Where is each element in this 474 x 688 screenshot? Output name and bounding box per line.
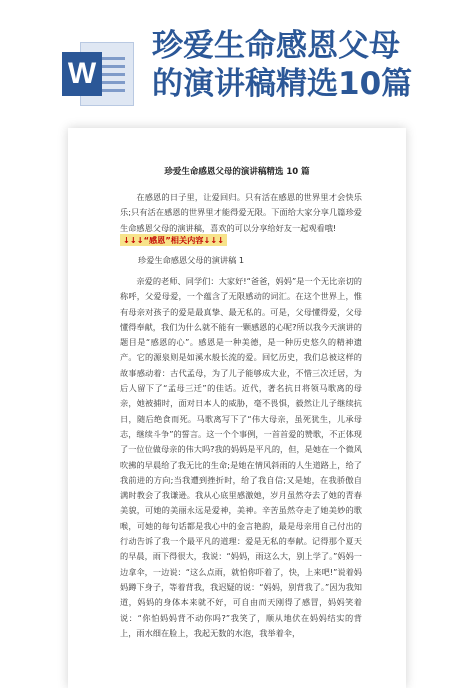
header: [0, 0, 474, 120]
page-title-line-1: 珍爱生命感恩父母: [152, 28, 400, 64]
page-title-line-2: 的演讲稿精选10篇: [152, 66, 413, 102]
related-content-tag: ↓↓↓“感恩”相关内容↓↓↓: [120, 234, 227, 246]
intro-paragraph: 在感恩的日子里，让爱回归。只有活在感恩的世界里才会快乐乐;只有活在感恩的世界里才能得爱无限。下面给大家分享几篇珍爱生命感恩父母的演讲稿，喜欢的可以分享给好友一起观看哦!: [120, 192, 362, 233]
section-heading: 珍爱生命感恩父母的演讲稿 1: [138, 255, 245, 265]
document-title: 珍爱生命感恩父母的演讲稿精选 10 篇: [164, 167, 310, 177]
word-document-icon: [62, 42, 134, 106]
body-paragraph: 亲爱的老师、同学们：大家好!“爸爸，妈妈”是一个无比亲切的称呼，父爱母爱，一个蕴含了无限感动的词汇。在这个世界上，惟有母亲对孩子的爱是最真挚、最无私的。可是，父母懂得爱，父母懂得奉献，我们为什么就不能有一颗感恩的心呢?所以我今天演讲的题目是“感恩的心”。感恩是一种美德，是一种历史悠久的精神遗产。它的源泉则是如溪水般长流的爱。回忆历史，我们总被这样的故事感动着：古代孟母，为了儿子能够成大业，不惜三次迁居，为后人留下了“孟母三迁”的佳话。近代，著名抗日将领马歌离的母亲，她被捕时，面对日本人的威胁，毫不畏惧，毅然让儿子继续抗日，随后绝食而死。马歌离写下了“伟大母亲，虽死犹生，儿承母志，继续斗争”的誓言。这一个个事例，一首首爱的赞歌，不正体现了一位位做母亲的伟大吗?我的妈妈是平凡的，但，是她在一个微风吹拂的早晨给了我无比的生命;是她在情风斜雨的人生道路上，给了我前进的方向;当我遭到挫折时，给了我自信;又是她，在我骄傲自满时教会了我谦逊。我从心底里感激她，岁月虽然夺去了她的青春美貌，可她的美丽永远是爱神，美神。辛苦虽然夺走了她美妙的歌喉，可她的每句话都是我心中的金言艳韵，最是母亲用自己付出的行动告诉了我一个最平凡的道理：爱是无私的奉献。记得那个夏天的早晨，雨下得很大，我说：“妈妈，雨这么大，别上学了。”妈妈一边拿伞，一边说：“这么点雨，就怕你吓着了，快，上来吧!”说着妈妈蹲下身子，等着背我，我迟疑的说：“妈妈，别背我了。”因为我知道，妈妈的身体本来就不好，可自由而天刚得了感冒，妈妈笑着说：“你怕妈妈背不动你吗?”我笑了，顺从地伏在妈妈结实的背上，雨水细在脸上，我起无数的水泡，我举着伞，: [120, 276, 362, 638]
word-logo-letter: W: [62, 52, 102, 96]
document-preview[interactable]: [68, 128, 406, 688]
